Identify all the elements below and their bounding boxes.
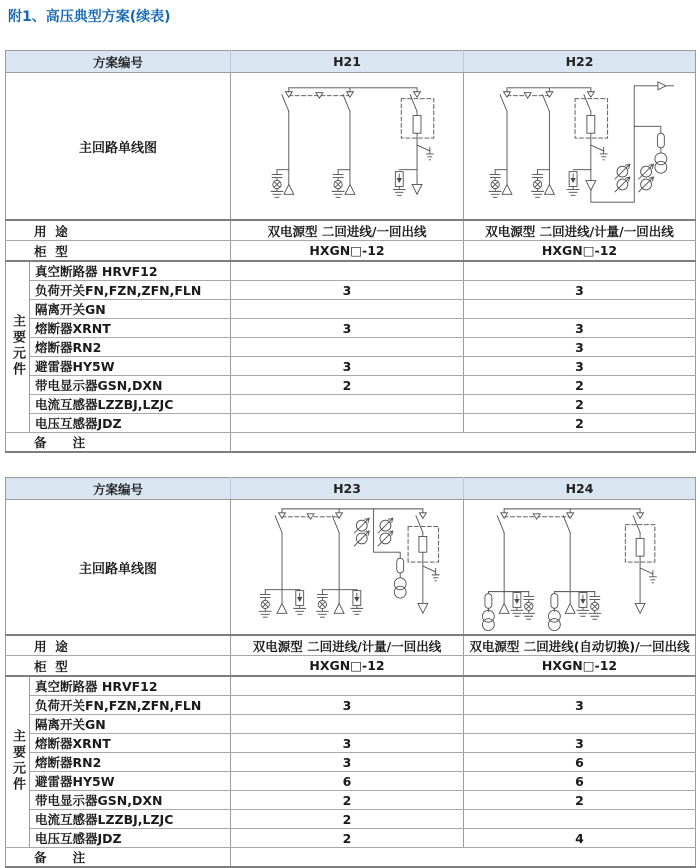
cabinet-row bbox=[6, 241, 696, 262]
component-row bbox=[6, 829, 696, 848]
h22-count bbox=[464, 261, 696, 281]
remark-row bbox=[6, 433, 696, 453]
scheme-table-h21-h22 bbox=[5, 50, 700, 453]
component-label: 电流互感器LZZBJ,LZJC bbox=[30, 395, 231, 414]
component-row bbox=[6, 395, 696, 414]
component-label: 避雷器HY5W bbox=[30, 357, 231, 376]
component-row bbox=[6, 676, 696, 696]
h22-count: 3 bbox=[464, 319, 696, 338]
component-label: 电流互感器LZZBJ,LZJC bbox=[30, 810, 231, 829]
h21-count bbox=[231, 300, 464, 319]
scheme-h24-header: H24 bbox=[464, 478, 696, 500]
component-row bbox=[6, 357, 696, 376]
component-label: 带电显示器GSN,DXN bbox=[30, 791, 231, 810]
usage-row bbox=[6, 220, 696, 241]
h21-diagram-cell bbox=[231, 73, 464, 221]
component-row bbox=[6, 715, 696, 734]
cabinet-label: 柜 型 bbox=[6, 656, 231, 677]
diagram-row-label: 主回路单线图 bbox=[6, 500, 231, 636]
h22-count bbox=[464, 300, 696, 319]
table-header-row bbox=[6, 51, 696, 73]
h24-count: 6 bbox=[464, 772, 696, 791]
h22-count: 3 bbox=[464, 281, 696, 300]
h24-count: 4 bbox=[464, 829, 696, 848]
component-row bbox=[6, 810, 696, 829]
component-row bbox=[6, 414, 696, 433]
component-row bbox=[6, 376, 696, 395]
h21-count: 3 bbox=[231, 357, 464, 376]
component-row bbox=[6, 300, 696, 319]
cabinet-label: 柜 型 bbox=[6, 241, 231, 262]
component-label: 负荷开关FN,FZN,ZFN,FLN bbox=[30, 696, 231, 715]
h23-count: 3 bbox=[231, 696, 464, 715]
usage-label: 用 途 bbox=[6, 635, 231, 656]
scheme-h22-header: H22 bbox=[464, 51, 696, 73]
component-row bbox=[6, 261, 696, 281]
h23-count: 2 bbox=[231, 791, 464, 810]
diagram-row-label: 主回路单线图 bbox=[6, 73, 231, 221]
h24-count bbox=[464, 676, 696, 696]
h23-diagram-cell bbox=[231, 500, 464, 636]
component-label: 真空断路器 HRVF12 bbox=[30, 676, 231, 696]
h22-diagram-cell bbox=[464, 73, 696, 221]
h22-count: 2 bbox=[464, 376, 696, 395]
component-row bbox=[6, 281, 696, 300]
remark-value bbox=[231, 433, 696, 453]
h23-count bbox=[231, 676, 464, 696]
h23-usage: 双电源型 二回进线/计量/一回出线 bbox=[231, 635, 464, 656]
component-label: 负荷开关FN,FZN,ZFN,FLN bbox=[30, 281, 231, 300]
h24-count bbox=[464, 715, 696, 734]
usage-label: 用 途 bbox=[6, 220, 231, 241]
h21-cabinet: HXGN□-12 bbox=[231, 241, 464, 262]
scheme-number-header: 方案编号 bbox=[6, 478, 231, 500]
remark-value bbox=[231, 848, 696, 868]
h21-count: 3 bbox=[231, 281, 464, 300]
page-title: 附1、高压典型方案(续表) bbox=[8, 9, 171, 25]
components-group-label: 主要元件 bbox=[6, 676, 30, 848]
component-label: 熔断器RN2 bbox=[30, 753, 231, 772]
h21-count: 3 bbox=[231, 319, 464, 338]
h22-usage: 双电源型 二回进线/计量/一回出线 bbox=[464, 220, 696, 241]
h24-circuit-diagram bbox=[464, 501, 695, 633]
h24-cabinet: HXGN□-12 bbox=[464, 656, 696, 677]
h22-count: 2 bbox=[464, 395, 696, 414]
h21-count bbox=[231, 395, 464, 414]
component-label: 熔断器XRNT bbox=[30, 319, 231, 338]
component-row bbox=[6, 753, 696, 772]
component-label: 带电显示器GSN,DXN bbox=[30, 376, 231, 395]
h22-count: 2 bbox=[464, 414, 696, 433]
h23-count: 3 bbox=[231, 734, 464, 753]
h23-count: 2 bbox=[231, 829, 464, 848]
h24-count bbox=[464, 810, 696, 829]
h23-circuit-diagram bbox=[232, 501, 463, 633]
scheme-h23-header: H23 bbox=[231, 478, 464, 500]
h24-count: 6 bbox=[464, 753, 696, 772]
h22-count: 3 bbox=[464, 357, 696, 376]
h21-count: 2 bbox=[231, 376, 464, 395]
h24-diagram-cell bbox=[464, 500, 696, 636]
h24-count: 2 bbox=[464, 791, 696, 810]
h22-cabinet: HXGN□-12 bbox=[464, 241, 696, 262]
component-row bbox=[6, 338, 696, 357]
component-label: 电压互感器JDZ bbox=[30, 414, 231, 433]
component-label: 隔离开关GN bbox=[30, 715, 231, 734]
remark-label: 备 注 bbox=[6, 433, 231, 453]
cabinet-row bbox=[6, 656, 696, 677]
component-row bbox=[6, 319, 696, 338]
h23-count bbox=[231, 715, 464, 734]
h21-count bbox=[231, 261, 464, 281]
scheme-table-h23-h24 bbox=[5, 477, 700, 868]
component-label: 避雷器HY5W bbox=[30, 772, 231, 791]
h23-count: 3 bbox=[231, 753, 464, 772]
remark-row bbox=[6, 848, 696, 868]
remark-label: 备 注 bbox=[6, 848, 231, 868]
component-label: 隔离开关GN bbox=[30, 300, 231, 319]
component-label: 熔断器RN2 bbox=[30, 338, 231, 357]
usage-row bbox=[6, 635, 696, 656]
h24-count: 3 bbox=[464, 734, 696, 753]
component-row bbox=[6, 734, 696, 753]
component-row bbox=[6, 772, 696, 791]
scheme-h21-header: H21 bbox=[231, 51, 464, 73]
component-label: 熔断器XRNT bbox=[30, 734, 231, 753]
h24-count: 3 bbox=[464, 696, 696, 715]
diagram-row bbox=[6, 73, 696, 221]
h23-count: 6 bbox=[231, 772, 464, 791]
component-row bbox=[6, 696, 696, 715]
h21-count bbox=[231, 338, 464, 357]
component-label: 真空断路器 HRVF12 bbox=[30, 261, 231, 281]
diagram-row bbox=[6, 500, 696, 636]
table-header-row bbox=[6, 478, 696, 500]
h21-circuit-diagram bbox=[232, 74, 463, 218]
component-label: 电压互感器JDZ bbox=[30, 829, 231, 848]
h23-count: 2 bbox=[231, 810, 464, 829]
scheme-number-header: 方案编号 bbox=[6, 51, 231, 73]
h23-cabinet: HXGN□-12 bbox=[231, 656, 464, 677]
component-row bbox=[6, 791, 696, 810]
h22-circuit-diagram bbox=[464, 74, 695, 218]
h21-usage: 双电源型 二回进线/一回出线 bbox=[231, 220, 464, 241]
h21-count bbox=[231, 414, 464, 433]
components-group-label: 主要元件 bbox=[6, 261, 30, 433]
h22-count: 3 bbox=[464, 338, 696, 357]
h24-usage: 双电源型 二回进线(自动切换)/一回出线 bbox=[464, 635, 696, 656]
